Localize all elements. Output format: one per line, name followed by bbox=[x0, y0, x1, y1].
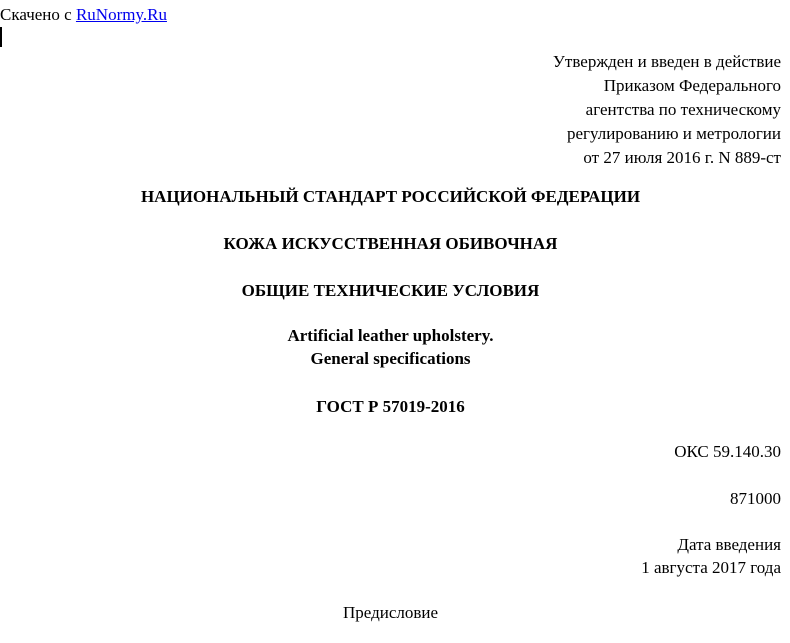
approval-line: Утвержден и введен в действие bbox=[552, 52, 781, 71]
product-title: КОЖА ИСКУССТВЕННАЯ ОБИВОЧНАЯ bbox=[223, 234, 558, 253]
approval-line: Приказом Федерального bbox=[603, 76, 781, 95]
download-prefix-text: Скачено с bbox=[0, 5, 76, 24]
national-standard-heading: НАЦИОНАЛЬНЫЙ СТАНДАРТ РОССИЙСКОЙ ФЕДЕРАЦИИ bbox=[140, 187, 641, 206]
approval-line: агентства по техническому bbox=[585, 100, 781, 119]
oks-code: ОКС 59.140.30 bbox=[674, 442, 781, 461]
gost-number: ГОСТ Р 57019-2016 bbox=[316, 397, 465, 416]
download-source-line bbox=[0, 4, 167, 26]
approval-line: от 27 июля 2016 г. N 889-ст bbox=[583, 148, 781, 167]
preface-heading: Предисловие bbox=[342, 603, 439, 622]
intro-date-value: 1 августа 2017 года bbox=[641, 558, 781, 577]
approval-block bbox=[381, 50, 781, 170]
intro-date-label: Дата введения bbox=[677, 535, 781, 554]
english-title-line-2: General specifications bbox=[310, 349, 471, 368]
runormy-link[interactable]: RuNormy.Ru bbox=[75, 5, 167, 24]
text-cursor bbox=[0, 27, 2, 47]
classification-code: 871000 bbox=[730, 489, 781, 508]
approval-line: регулированию и метрологии bbox=[566, 124, 781, 143]
specifications-title: ОБЩИЕ ТЕХНИЧЕСКИЕ УСЛОВИЯ bbox=[241, 281, 540, 300]
english-title-line-1: Artificial leather upholstery. bbox=[287, 326, 494, 345]
